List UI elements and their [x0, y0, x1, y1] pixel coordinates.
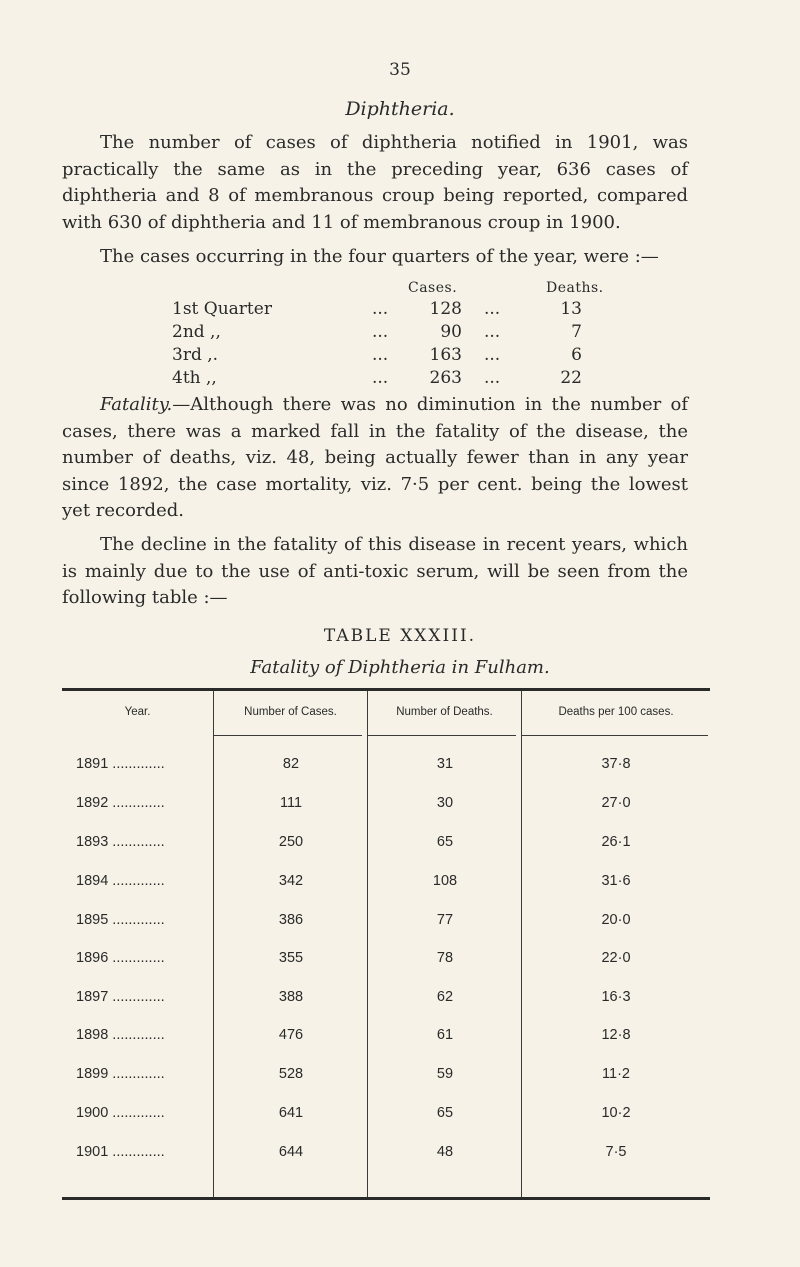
table-title: TABLE XXXIII.	[323, 626, 477, 646]
table-row	[62, 1144, 710, 1182]
year-cell: 1900 .............	[76, 1105, 165, 1121]
fatality-paragraph	[62, 392, 688, 525]
table-row	[62, 873, 710, 911]
cases-column-header: Number of Cases.	[244, 706, 337, 718]
quarter-label: 2nd ,,	[172, 322, 221, 342]
deaths-cell: 65	[436, 1105, 454, 1121]
year-cell: 1898 .............	[76, 1027, 165, 1043]
leader-dots: ...	[372, 368, 389, 388]
deaths-cell: 78	[436, 950, 454, 966]
cases-cell: 528	[278, 1066, 304, 1082]
table-row	[62, 1027, 710, 1065]
table-row	[62, 756, 710, 794]
decline-paragraph	[62, 532, 688, 612]
deaths-cell: 61	[436, 1027, 454, 1043]
leader-dots: ...	[484, 345, 501, 365]
cases-cell: 644	[278, 1144, 304, 1160]
quarter-deaths: 22	[560, 368, 582, 388]
cases-cell: 342	[278, 873, 304, 889]
quarter-label: 4th ,,	[172, 368, 217, 388]
quarter-deaths: 13	[560, 299, 582, 319]
quarter-cases: 263	[429, 368, 462, 388]
rate-cell: 31·6	[601, 873, 631, 889]
deaths-cell: 59	[436, 1066, 454, 1082]
leader-dots: ...	[484, 322, 501, 342]
quarters-deaths-header: Deaths.	[546, 280, 604, 296]
year-cell: 1899 .............	[76, 1066, 165, 1082]
deaths-cell: 108	[432, 873, 458, 889]
leader-dots: ...	[372, 299, 389, 319]
cases-cell: 250	[278, 834, 304, 850]
rate-cell: 20·0	[601, 912, 631, 928]
fatality-text: —Although there was no diminution in the number of cases, there was a marked fall in the fatality of the disease, the number of deaths, viz. 48, being actually fewer than in any year since 1892, the case mortality, viz. 7·5 per cent. being the lowest yet recorded.	[62, 394, 688, 521]
table-row	[62, 795, 710, 833]
table-row	[62, 989, 710, 1027]
cases-cell: 111	[279, 795, 303, 811]
leader-dots: ...	[484, 368, 501, 388]
rate-cell: 11·2	[602, 1066, 630, 1082]
deaths-cell: 65	[436, 834, 454, 850]
deaths-cell: 77	[436, 912, 454, 928]
quarter-cases: 90	[440, 322, 462, 342]
rate-column-header: Deaths per 100 cases.	[558, 706, 674, 718]
cases-cell: 641	[278, 1105, 304, 1121]
year-cell: 1896 .............	[76, 950, 165, 966]
page-number: 35	[389, 60, 411, 80]
intro-paragraph	[62, 130, 688, 236]
rate-cell: 26·1	[601, 834, 631, 850]
deaths-cell: 30	[436, 795, 454, 811]
cases-cell: 476	[278, 1027, 304, 1043]
year-cell: 1901 .............	[76, 1144, 165, 1160]
quarter-deaths: 6	[571, 345, 582, 365]
section-title: Diphtheria.	[345, 98, 455, 120]
table-row	[62, 912, 710, 950]
year-cell: 1897 .............	[76, 989, 165, 1005]
decline-text: The decline in the fatality of this disease in recent years, which is mainly due to the use of anti-toxic serum, will be seen from the following table :—	[62, 534, 688, 608]
rate-cell: 12·8	[601, 1027, 631, 1043]
quarter-label: 1st Quarter	[172, 299, 272, 319]
fatality-heading: Fatality.	[100, 394, 173, 415]
year-cell: 1895 .............	[76, 912, 165, 928]
year-cell: 1893 .............	[76, 834, 165, 850]
table-row	[62, 1066, 710, 1104]
quarters-lead-paragraph	[62, 244, 688, 271]
cases-cell: 82	[282, 756, 300, 772]
deaths-cell: 62	[436, 989, 454, 1005]
quarter-cases: 163	[429, 345, 462, 365]
year-cell: 1891 .............	[76, 756, 165, 772]
quarter-label: 3rd ,.	[172, 345, 219, 365]
header-rule	[214, 735, 362, 736]
deaths-cell: 31	[436, 756, 454, 772]
leader-dots: ...	[372, 322, 389, 342]
quarter-deaths: 7	[571, 322, 582, 342]
cases-cell: 388	[278, 989, 304, 1005]
year-cell: 1892 .............	[76, 795, 165, 811]
table-bottom-rule	[62, 1197, 710, 1200]
rate-cell: 22·0	[601, 950, 631, 966]
quarters-lead-text: The cases occurring in the four quarters of the year, were :—	[100, 246, 659, 267]
header-rule	[368, 735, 516, 736]
leader-dots: ...	[484, 299, 501, 319]
rate-cell: 37·8	[601, 756, 631, 772]
deaths-cell: 48	[436, 1144, 454, 1160]
year-cell: 1894 .............	[76, 873, 165, 889]
cases-cell: 386	[278, 912, 304, 928]
table-row	[62, 834, 710, 872]
table-subtitle: Fatality of Diphtheria in Fulham.	[250, 657, 550, 678]
header-rule	[522, 735, 708, 736]
rate-cell: 10·2	[601, 1105, 631, 1121]
leader-dots: ...	[372, 345, 389, 365]
table-row	[62, 950, 710, 988]
quarter-cases: 128	[429, 299, 462, 319]
deaths-column-header: Number of Deaths.	[396, 706, 493, 718]
rate-cell: 27·0	[601, 795, 631, 811]
table-row	[62, 1105, 710, 1143]
table-top-rule	[62, 688, 710, 691]
cases-cell: 355	[278, 950, 304, 966]
year-column-header: Year.	[124, 706, 151, 718]
quarters-cases-header: Cases.	[408, 280, 458, 296]
rate-cell: 16·3	[601, 989, 631, 1005]
rate-cell: 7·5	[605, 1144, 627, 1160]
intro-text: The number of cases of diphtheria notified in 1901, was practically the same as in the preceding year, 636 cases of diphtheria and 8 of membranous croup being reported, compared with 630 of diphtheria and 11 of membranous croup in 1900.	[62, 132, 688, 233]
